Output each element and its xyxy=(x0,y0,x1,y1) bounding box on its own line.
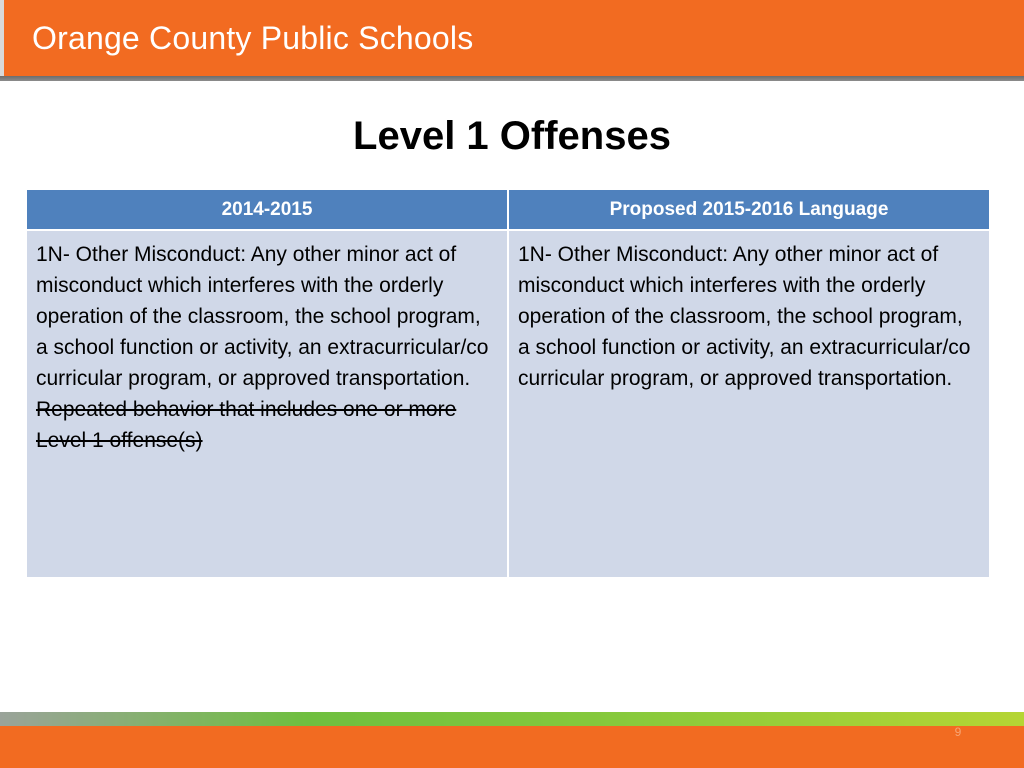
removed-policy-text: Repeated behavior that includes one or more Level 1 offense(s) xyxy=(36,398,457,452)
table-header-row xyxy=(26,189,990,230)
header-rule xyxy=(0,76,1024,81)
current-policy-text: 1N- Other Misconduct: Any other minor act of misconduct which interferes with the orderly operation of the classroom, the school program, a school function or activity, an extracurricular/co curricular program, or approved transportation. xyxy=(36,243,489,390)
footer-band xyxy=(0,726,1024,768)
slide-title: Level 1 Offenses xyxy=(353,114,671,158)
organization-title: Orange County Public Schools xyxy=(32,20,474,56)
header-left-edge xyxy=(0,0,4,80)
column-header-proposed-2015-2016: Proposed 2015-2016 Language xyxy=(508,189,990,230)
table-row xyxy=(26,230,990,578)
cell-2014-2015-language xyxy=(26,230,508,578)
footer-gradient-stripe xyxy=(0,712,1024,726)
comparison-table xyxy=(25,188,991,579)
column-header-2014-2015: 2014-2015 xyxy=(26,189,508,230)
cell-proposed-language xyxy=(508,230,990,578)
page-number: 9 xyxy=(954,725,962,739)
proposed-policy-text: 1N- Other Misconduct: Any other minor act of misconduct which interferes with the orderly operation of the classroom, the school program, a school function or activity, an extracurricular/co curricular program, or approved transportation. xyxy=(518,243,971,390)
